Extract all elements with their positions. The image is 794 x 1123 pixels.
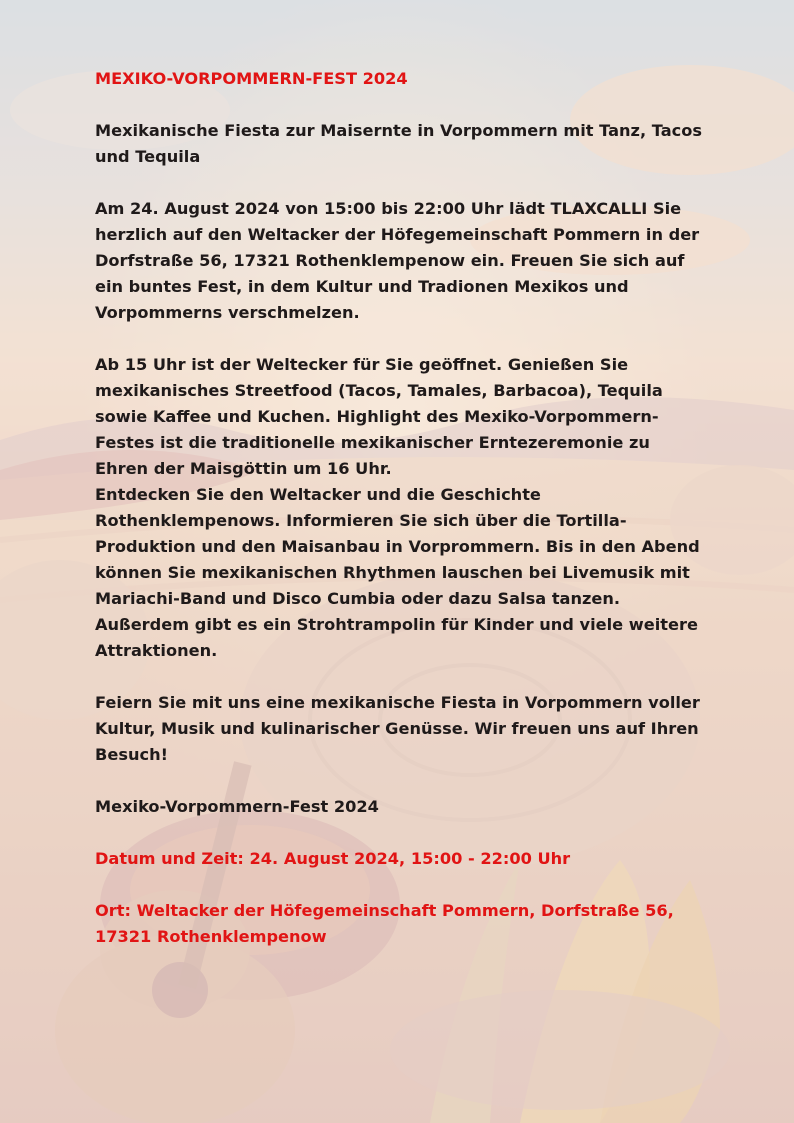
event-name: Mexiko-Vorpommern-Fest 2024: [95, 797, 379, 816]
event-location: Ort: Weltacker der Höfegemeinschaft Pommern, Dorfstraße 56, 17321 Rothenklempenow: [95, 901, 674, 946]
paragraph-invitation: Feiern Sie mit uns eine mexikanische Fiesta in Vorpommern voller Kultur, Musik und kulinarischer Genüsse. Wir freuen uns auf Ihren Besuch!: [95, 693, 700, 764]
event-date-time: Datum und Zeit: 24. August 2024, 15:00 - 22:00 Uhr: [95, 849, 571, 868]
document-body: [95, 66, 705, 976]
paragraph-activities: Entdecken Sie den Weltacker und die Geschichte Rothenklempenows. Informieren Sie sich über die Tortilla-Produktion und den Maisanbau in Vorprommern. Bis in den Abend können Sie mexikanischen Rhythmen lauschen bei Livemusik mit Mariachi-Band und Disco Cumbia oder dazu Salsa tanzen. Außerdem gibt es ein Strohtrampolin für Kinder und viele weitere Attraktionen.: [95, 485, 700, 660]
document-heading: MEXIKO-VORPOMMERN-FEST 2024: [95, 69, 408, 88]
paragraph-intro: Am 24. August 2024 von 15:00 bis 22:00 Uhr lädt TLAXCALLI Sie herzlich auf den Weltacker der Höfegemeinschaft Pommern in der Dorfstraße 56, 17321 Rothenklempenow ein. Freuen Sie sich auf ein buntes Fest, in dem Kultur und Tradionen Mexikos und Vorpommerns verschmelzen.: [95, 199, 700, 322]
paragraph-program: Ab 15 Uhr ist der Weltecker für Sie geöffnet. Genießen Sie mexikanisches Streetfood (Tacos, Tamales, Barbacoa), Tequila sowie Kaffee und Kuchen. Highlight des Mexiko-Vorpommern-Festes ist die traditionelle mexikanischer Erntezeremonie zu Ehren der Maisgöttin um 16 Uhr.: [95, 355, 663, 478]
document-subtitle: Mexikanische Fiesta zur Maisernte in Vorpommern mit Tanz, Tacos und Tequila: [95, 121, 702, 166]
